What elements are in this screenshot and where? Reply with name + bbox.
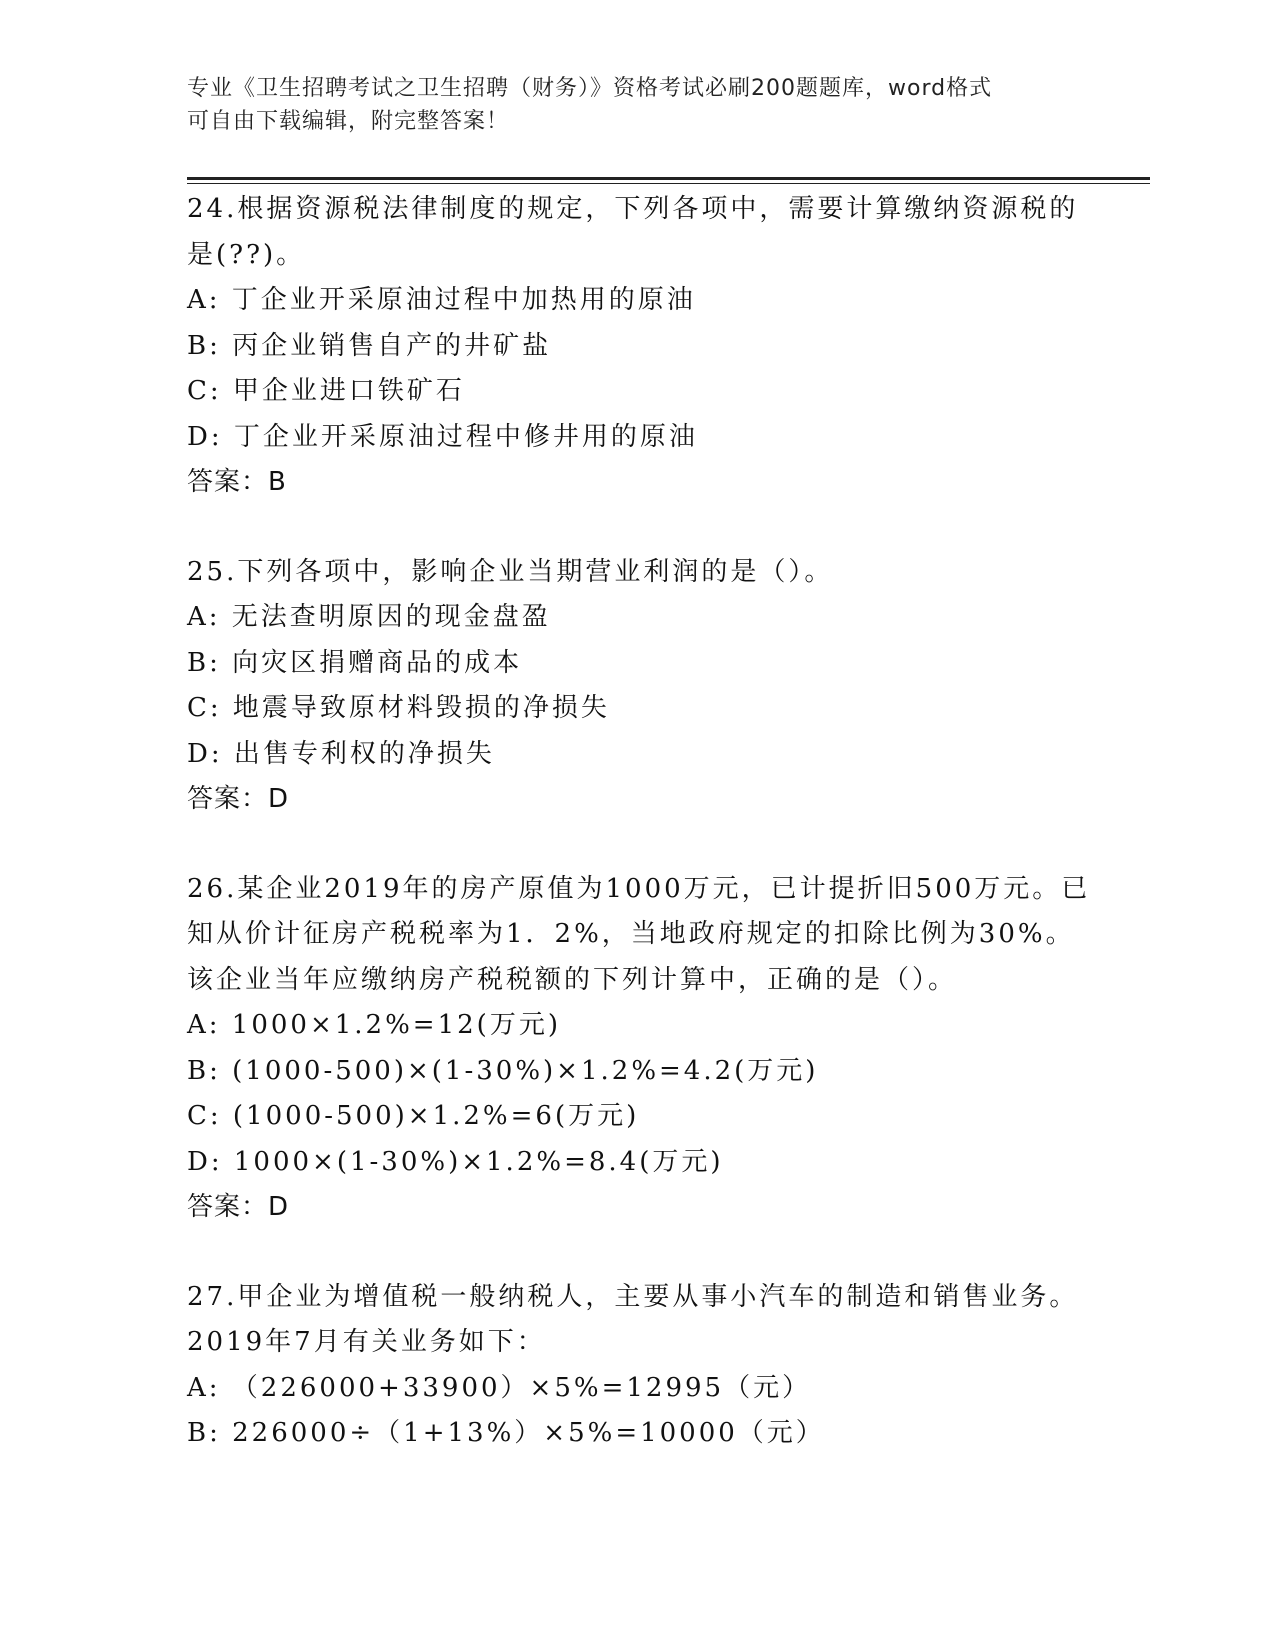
header-divider-thick (187, 177, 1150, 180)
question-stem (187, 1275, 1087, 1366)
question-stem (187, 187, 1087, 278)
option-b: B: 226000÷（1+13%）×5%=10000（元） (187, 1418, 825, 1448)
question-26 (187, 867, 1091, 1231)
option-a: A: 丁企业开采原油过程中加热用的原油 (187, 285, 696, 315)
answer-label: 答案：B (187, 467, 287, 497)
option-b: B: (1000-500)×(1-30%)×1.2%=4.2(万元) (187, 1055, 819, 1086)
header-line: 可自由下载编辑，附完整答案！ (187, 109, 510, 134)
question-stem (187, 867, 1091, 1004)
option-a: A: 无法查明原因的现金盘盈 (187, 602, 551, 632)
option-c: C: 甲企业进口铁矿石 (187, 376, 465, 406)
answer-label: 答案：D (187, 1192, 290, 1222)
answer-label: 答案：D (187, 784, 290, 814)
question-stem-line: 24.根据资源税法律制度的规定，下列各项中，需要计算缴纳资源税的 (187, 194, 1079, 224)
document-header (187, 72, 1087, 138)
question-stem-line: 是(??)。 (187, 239, 306, 270)
question-stem-line: 该企业当年应缴纳房产税税额的下列计算中，正确的是（）。 (187, 964, 958, 995)
header-line: 专业《卫生招聘考试之卫生招聘（财务）》资格考试必刷200题题库，word格式 (187, 76, 993, 101)
option-c: C: 地震导致原材料毁损的净损失 (187, 693, 610, 723)
question-list (187, 187, 1091, 1457)
question-stem-line: 2019年7月有关业务如下： (187, 1327, 546, 1357)
option-b: B: 向灾区捐赠商品的成本 (187, 647, 523, 678)
option-b: B: 丙企业销售自产的井矿盐 (187, 330, 552, 361)
question-stem-line: 26.某企业2019年的房产原值为1000万元，已计提折旧500万元。已 (187, 873, 1091, 904)
question-25 (187, 550, 1087, 823)
option-d: D: 出售专利权的净损失 (187, 738, 495, 769)
question-stem-line: 27.甲企业为增值税一般纳税人，主要从事小汽车的制造和销售业务。 (187, 1281, 1079, 1312)
question-stem-line: 知从价计征房产税税率为1．2%，当地政府规定的扣除比例为30%。 (187, 919, 1075, 949)
question-24 (187, 187, 1087, 506)
question-27 (187, 1275, 1087, 1457)
header-divider-thin (187, 183, 1150, 184)
option-a: A: 1000×1.2%=12(万元) (187, 1010, 561, 1040)
question-stem (187, 550, 1087, 596)
question-stem-line: 25.下列各项中，影响企业当期营业利润的是（）。 (187, 556, 834, 587)
option-a: A: （226000+33900）×5%=12995（元） (187, 1372, 812, 1403)
option-d: D: 1000×(1-30%)×1.2%=8.4(万元) (187, 1146, 724, 1177)
option-c: C: (1000-500)×1.2%=6(万元) (187, 1101, 640, 1131)
option-d: D: 丁企业开采原油过程中修井用的原油 (187, 421, 698, 452)
